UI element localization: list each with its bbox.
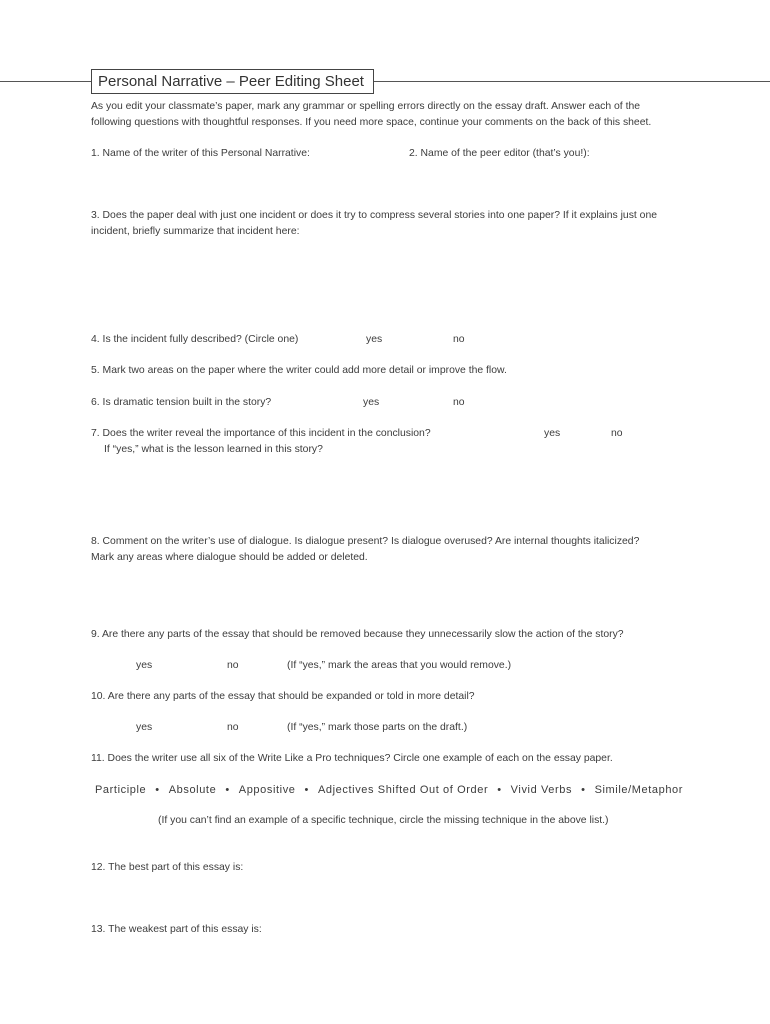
intro-line-2: following questions with thoughtful responses. If you need more space, continue your comments on the back of this sheet.: [91, 117, 652, 128]
q10-yes-option[interactable]: yes: [136, 722, 153, 733]
question-7: 7. Does the writer reveal the importance of this incident in the conclusion?: [91, 428, 431, 439]
question-8-line-1: 8. Comment on the writer’s use of dialogue. Is dialogue present? Is dialogue overused? Are internal thoughts italicized?: [91, 536, 640, 547]
technique-participle[interactable]: Participle: [95, 784, 147, 796]
technique-vivid-verbs[interactable]: Vivid Verbs: [510, 784, 573, 796]
technique-separator: •: [225, 784, 230, 796]
technique-appositive[interactable]: Appositive: [238, 784, 296, 796]
q6-yes-option[interactable]: yes: [363, 397, 380, 408]
technique-simile-metaphor[interactable]: Simile/Metaphor: [594, 784, 684, 796]
question-13: 13. The weakest part of this essay is:: [91, 924, 262, 935]
technique-absolute[interactable]: Absolute: [168, 784, 217, 796]
question-7-sub: If “yes,” what is the lesson learned in this story?: [104, 444, 323, 455]
question-8-line-2: Mark any areas where dialogue should be added or deleted.: [91, 552, 368, 563]
question-3-line-2: incident, briefly summarize that incident here:: [91, 226, 300, 237]
technique-separator: •: [497, 784, 502, 796]
q10-note: (If “yes,” mark those parts on the draft.): [287, 722, 468, 733]
question-9: 9. Are there any parts of the essay that should be removed because they unnecessarily slow the action of the story?: [91, 629, 624, 640]
question-11-note: (If you can’t find an example of a specific technique, circle the missing technique in the above list.): [158, 815, 609, 826]
question-5: 5. Mark two areas on the paper where the writer could add more detail or improve the flow.: [91, 365, 507, 376]
page-title: Personal Narrative – Peer Editing Sheet: [91, 69, 374, 94]
technique-adjectives-shifted[interactable]: Adjectives Shifted Out of Order: [317, 784, 489, 796]
question-4: 4. Is the incident fully described? (Circle one): [91, 334, 299, 345]
q6-no-option[interactable]: no: [453, 397, 465, 408]
q7-yes-option[interactable]: yes: [544, 428, 561, 439]
techniques-list: [95, 782, 683, 798]
q9-yes-option[interactable]: yes: [136, 660, 153, 671]
q7-no-option[interactable]: no: [611, 428, 623, 439]
question-11: 11. Does the writer use all six of the Write Like a Pro techniques? Circle one example of each on the essay paper.: [91, 753, 613, 764]
q9-no-option[interactable]: no: [227, 660, 239, 671]
title-rule-left: [0, 81, 91, 82]
title-rule-right: [374, 81, 770, 82]
q4-yes-option[interactable]: yes: [366, 334, 383, 345]
technique-separator: •: [304, 784, 309, 796]
q10-no-option[interactable]: no: [227, 722, 239, 733]
technique-separator: •: [155, 784, 160, 796]
q4-no-option[interactable]: no: [453, 334, 465, 345]
intro-line-1: As you edit your classmate’s paper, mark any grammar or spelling errors directly on the essay draft. Answer each of the: [91, 101, 641, 112]
technique-separator: •: [581, 784, 586, 796]
question-6: 6. Is dramatic tension built in the story?: [91, 397, 272, 408]
question-10: 10. Are there any parts of the essay that should be expanded or told in more detail?: [91, 691, 475, 702]
question-12: 12. The best part of this essay is:: [91, 862, 244, 873]
question-3-line-1: 3. Does the paper deal with just one incident or does it try to compress several stories into one paper? If it explains just one: [91, 210, 658, 221]
question-1: 1. Name of the writer of this Personal Narrative:: [91, 148, 310, 159]
q9-note: (If “yes,” mark the areas that you would remove.): [287, 660, 512, 671]
question-2: 2. Name of the peer editor (that’s you!):: [409, 148, 590, 159]
